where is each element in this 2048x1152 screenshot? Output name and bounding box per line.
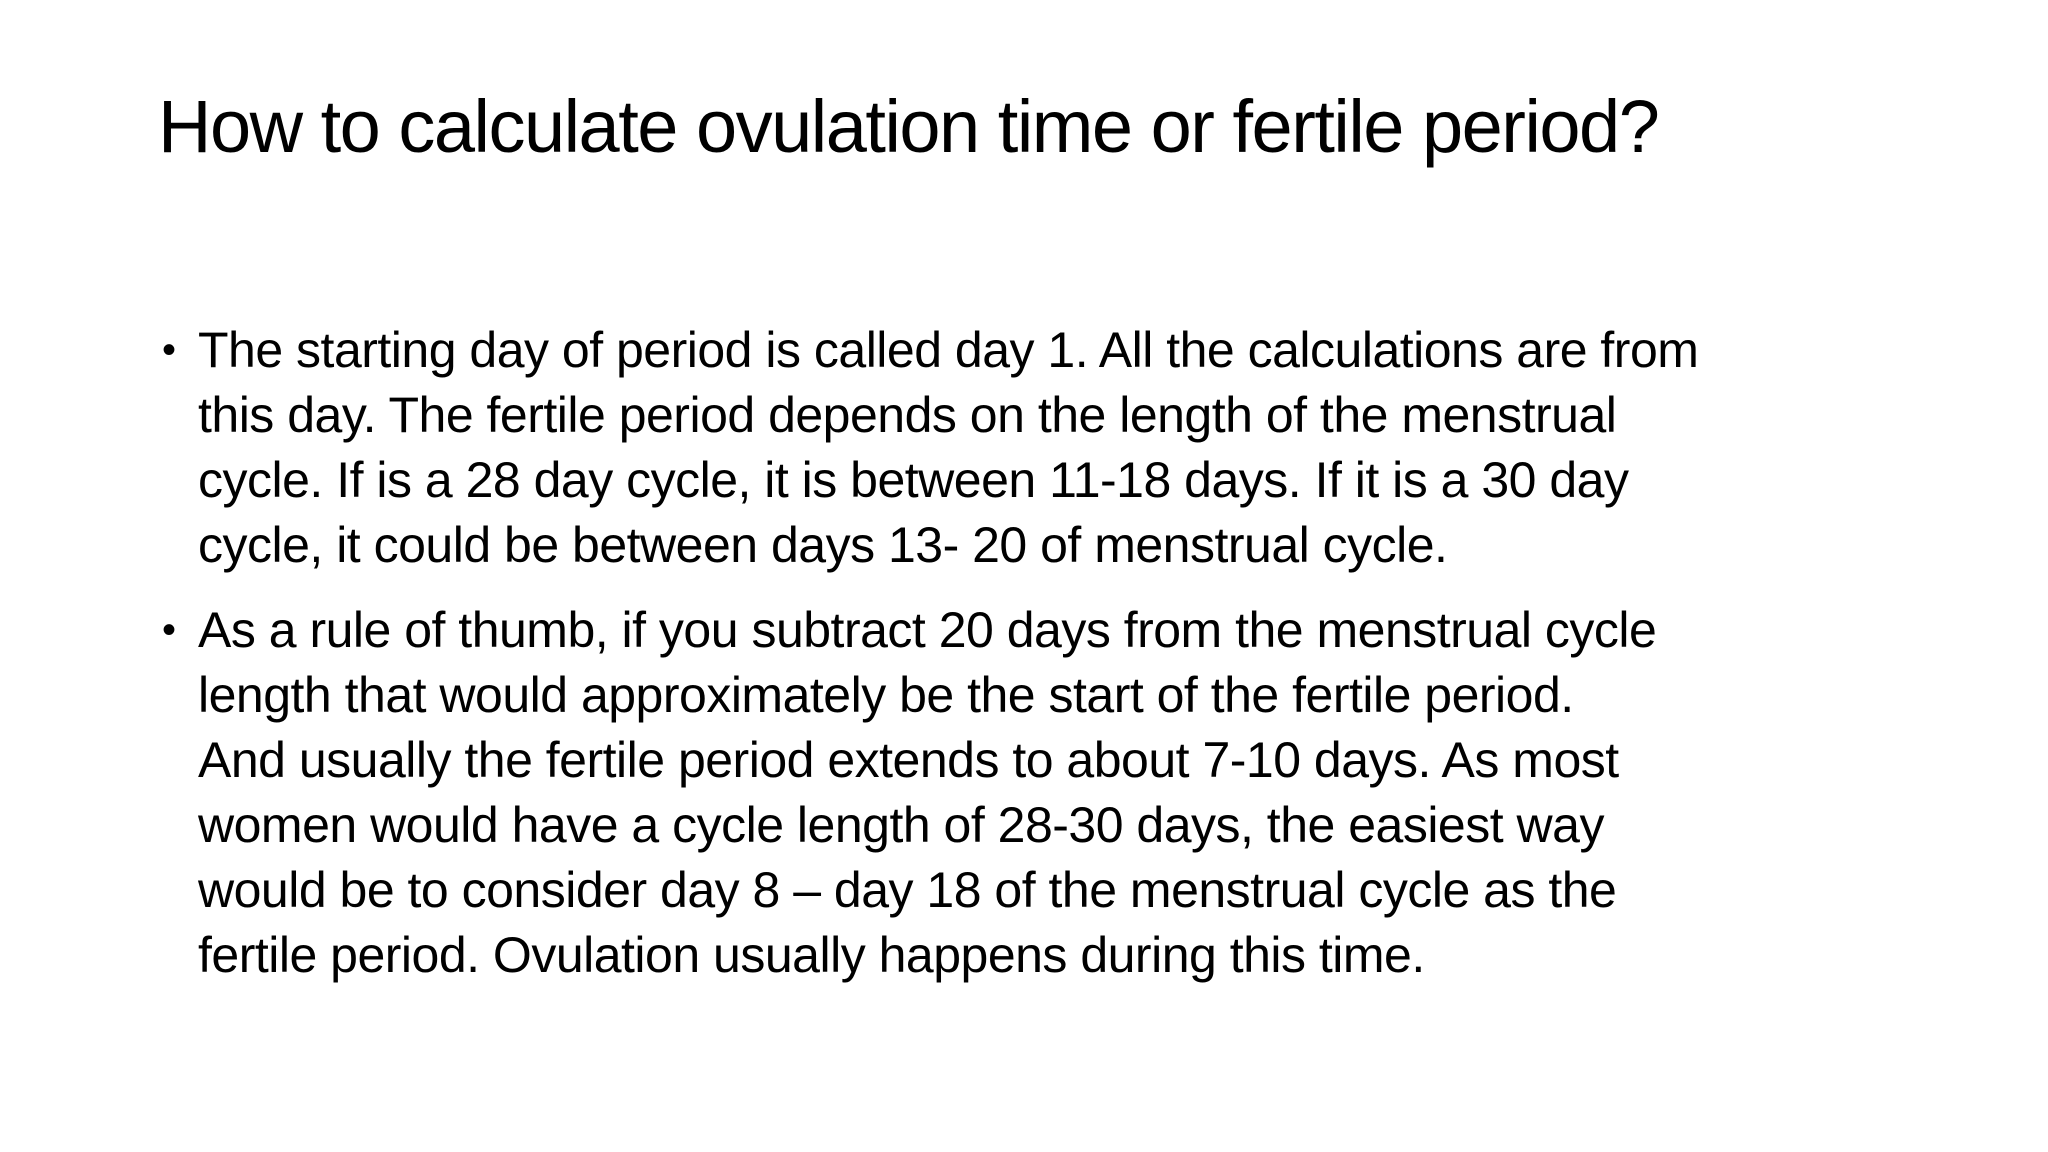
slide-title: How to calculate ovulation time or fertile period?	[158, 85, 1659, 168]
bullet-line: this day. The fertile period depends on the length of the menstrual	[198, 387, 1617, 443]
bullet-line: And usually the fertile period extends to about 7-10 days. As most	[198, 732, 1619, 788]
bullet-icon: •	[162, 328, 176, 372]
bullet-line: fertile period. Ovulation usually happens during this time.	[198, 927, 1425, 983]
bullet-list	[158, 318, 1918, 1008]
bullet-item	[158, 598, 1918, 988]
bullet-line: would be to consider day 8 – day 18 of the menstrual cycle as the	[198, 862, 1617, 918]
bullet-line: As a rule of thumb, if you subtract 20 days from the menstrual cycle	[198, 602, 1657, 658]
bullet-line: length that would approximately be the start of the fertile period.	[198, 667, 1574, 723]
bullet-line: cycle. If is a 28 day cycle, it is between 11-18 days. If it is a 30 day	[198, 452, 1629, 508]
bullet-line: The starting day of period is called day 1. All the calculations are from	[198, 322, 1699, 378]
bullet-line: cycle, it could be between days 13- 20 of menstrual cycle.	[198, 517, 1448, 573]
bullet-icon: •	[162, 608, 176, 652]
bullet-line: women would have a cycle length of 28-30 days, the easiest way	[198, 797, 1604, 853]
bullet-item	[158, 318, 1918, 578]
